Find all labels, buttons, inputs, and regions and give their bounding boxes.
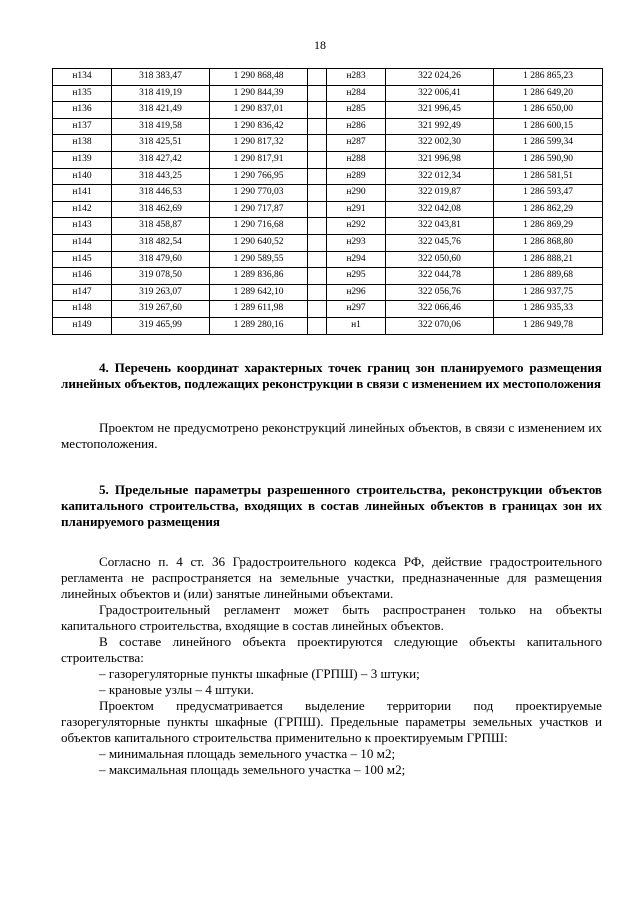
point-id-cell: н286 (327, 118, 386, 135)
coord-x-cell: 322 042,08 (386, 201, 494, 218)
section-5-paragraph: В составе линейного объекта проектируются следующие объекты капитального строительства: (61, 634, 602, 665)
table-row (53, 317, 603, 334)
table-row (53, 102, 603, 119)
coord-x-cell: 322 050,60 (386, 251, 494, 268)
table-row (53, 251, 603, 268)
coord-x-cell: 318 462,69 (112, 201, 210, 218)
point-id-cell: н1 (327, 317, 386, 334)
coord-x-cell: 321 992,49 (386, 118, 494, 135)
section-5-heading: 5. Предельные параметры разрешенного строительства, реконструкции объектов капитального строительства, входящих в состав линейных объектов в границах зон их планируемого размещения (61, 482, 602, 529)
separator-cell (308, 168, 327, 185)
coord-y-cell: 1 290 836,42 (210, 118, 308, 135)
separator-cell (308, 102, 327, 119)
coord-y-cell: 1 290 716,68 (210, 218, 308, 235)
coord-x-cell: 318 421,49 (112, 102, 210, 119)
point-id-cell: н143 (53, 218, 112, 235)
coord-y-cell: 1 286 593,47 (494, 185, 603, 202)
point-id-cell: н145 (53, 251, 112, 268)
point-id-cell: н293 (327, 234, 386, 251)
table-row (53, 284, 603, 301)
point-id-cell: н140 (53, 168, 112, 185)
coord-x-cell: 318 383,47 (112, 69, 210, 86)
coord-y-cell: 1 290 837,01 (210, 102, 308, 119)
table-row (53, 218, 603, 235)
coord-y-cell: 1 286 599,34 (494, 135, 603, 152)
point-id-cell: н134 (53, 69, 112, 86)
separator-cell (308, 301, 327, 318)
table-row (53, 168, 603, 185)
coord-x-cell: 319 078,50 (112, 268, 210, 285)
point-id-cell: н291 (327, 201, 386, 218)
section-5-paragraph: Согласно п. 4 ст. 36 Градостроительного кодекса РФ, действие градостроительного регламента не распространяется на земельные участки, предназначенные для размещения линейных объектов и (или) занятые линейными объектами. (61, 554, 602, 601)
point-id-cell: н135 (53, 85, 112, 102)
separator-cell (308, 317, 327, 334)
coord-y-cell: 1 289 611,98 (210, 301, 308, 318)
coord-y-cell: 1 286 649,20 (494, 85, 603, 102)
separator-cell (308, 251, 327, 268)
point-id-cell: н295 (327, 268, 386, 285)
table-row (53, 185, 603, 202)
coord-y-cell: 1 290 817,91 (210, 151, 308, 168)
coord-y-cell: 1 286 937,75 (494, 284, 603, 301)
coord-y-cell: 1 290 817,32 (210, 135, 308, 152)
separator-cell (308, 118, 327, 135)
coord-x-cell: 321 996,45 (386, 102, 494, 119)
coord-y-cell: 1 290 640,52 (210, 234, 308, 251)
coord-x-cell: 322 006,41 (386, 85, 494, 102)
point-id-cell: н290 (327, 185, 386, 202)
coord-y-cell: 1 290 589,55 (210, 251, 308, 268)
coord-y-cell: 1 286 889,68 (494, 268, 603, 285)
coord-x-cell: 318 443,25 (112, 168, 210, 185)
table-row (53, 268, 603, 285)
coord-x-cell: 322 070,06 (386, 317, 494, 334)
separator-cell (308, 268, 327, 285)
point-id-cell: н148 (53, 301, 112, 318)
list-item: – крановые узлы – 4 штуки. (99, 682, 254, 697)
coord-x-cell: 318 419,58 (112, 118, 210, 135)
separator-cell (308, 201, 327, 218)
coord-x-cell: 322 019,87 (386, 185, 494, 202)
section-5-paragraph: Градостроительный регламент может быть распространен только на объекты капитального строительства, входящие в состав линейных объектов. (61, 602, 602, 633)
separator-cell (308, 69, 327, 86)
coord-x-cell: 322 012,34 (386, 168, 494, 185)
coord-y-cell: 1 286 888,21 (494, 251, 603, 268)
separator-cell (308, 234, 327, 251)
point-id-cell: н294 (327, 251, 386, 268)
point-id-cell: н296 (327, 284, 386, 301)
separator-cell (308, 185, 327, 202)
coord-x-cell: 318 425,51 (112, 135, 210, 152)
coord-y-cell: 1 290 844,39 (210, 85, 308, 102)
point-id-cell: н142 (53, 201, 112, 218)
coord-y-cell: 1 289 642,10 (210, 284, 308, 301)
point-id-cell: н288 (327, 151, 386, 168)
coord-y-cell: 1 290 770,03 (210, 185, 308, 202)
coord-y-cell: 1 289 280,16 (210, 317, 308, 334)
section-5-paragraph: Проектом предусматривается выделение территории под проектируемые газорегуляторные пункты шкафные (ГРПШ). Предельные параметры земельных участков и объектов капитального строительства применительно к проектируемым ГРПШ: (61, 698, 602, 745)
section-4-heading: 4. Перечень координат характерных точек границ зон планируемого размещения линейных объектов, подлежащих реконструкции в связи с изменением их местоположения (61, 360, 602, 391)
table-row (53, 85, 603, 102)
table-row (53, 69, 603, 86)
coord-y-cell: 1 286 600,15 (494, 118, 603, 135)
separator-cell (308, 218, 327, 235)
coord-y-cell: 1 286 869,29 (494, 218, 603, 235)
coord-y-cell: 1 286 949,78 (494, 317, 603, 334)
coord-y-cell: 1 286 865,23 (494, 69, 603, 86)
coord-y-cell: 1 286 868,80 (494, 234, 603, 251)
point-id-cell: н136 (53, 102, 112, 119)
list-item: – газорегуляторные пункты шкафные (ГРПШ) – 3 штуки; (99, 666, 420, 681)
document-body (61, 360, 602, 778)
coordinates-table (52, 68, 603, 335)
coord-x-cell: 318 427,42 (112, 151, 210, 168)
table-row (53, 234, 603, 251)
coord-x-cell: 318 482,54 (112, 234, 210, 251)
point-id-cell: н144 (53, 234, 112, 251)
coord-x-cell: 322 044,78 (386, 268, 494, 285)
table-row (53, 151, 603, 168)
point-id-cell: н292 (327, 218, 386, 235)
table-row (53, 118, 603, 135)
list-item: – максимальная площадь земельного участка – 100 м2; (99, 762, 406, 777)
table-row (53, 135, 603, 152)
coord-x-cell: 319 267,60 (112, 301, 210, 318)
point-id-cell: н139 (53, 151, 112, 168)
table-row (53, 201, 603, 218)
coord-x-cell: 322 024,26 (386, 69, 494, 86)
coord-x-cell: 318 419,19 (112, 85, 210, 102)
separator-cell (308, 85, 327, 102)
coord-x-cell: 318 458,87 (112, 218, 210, 235)
point-id-cell: н149 (53, 317, 112, 334)
point-id-cell: н141 (53, 185, 112, 202)
point-id-cell: н285 (327, 102, 386, 119)
coord-y-cell: 1 286 590,90 (494, 151, 603, 168)
coord-y-cell: 1 286 935,33 (494, 301, 603, 318)
point-id-cell: н287 (327, 135, 386, 152)
coord-x-cell: 318 479,60 (112, 251, 210, 268)
section-4-text: Проектом не предусмотрено реконструкций линейных объектов, в связи с изменением их местоположения. (61, 420, 602, 451)
coord-y-cell: 1 289 836,86 (210, 268, 308, 285)
coord-y-cell: 1 286 581,51 (494, 168, 603, 185)
coord-x-cell: 321 996,98 (386, 151, 494, 168)
coord-x-cell: 322 066,46 (386, 301, 494, 318)
point-id-cell: н289 (327, 168, 386, 185)
coord-y-cell: 1 286 862,29 (494, 201, 603, 218)
coord-y-cell: 1 290 717,87 (210, 201, 308, 218)
coord-x-cell: 322 045,76 (386, 234, 494, 251)
coord-y-cell: 1 290 766,95 (210, 168, 308, 185)
coord-x-cell: 322 056,76 (386, 284, 494, 301)
point-id-cell: н283 (327, 69, 386, 86)
coord-x-cell: 319 465,99 (112, 317, 210, 334)
point-id-cell: н297 (327, 301, 386, 318)
separator-cell (308, 284, 327, 301)
list-item: – минимальная площадь земельного участка – 10 м2; (99, 746, 396, 761)
point-id-cell: н146 (53, 268, 112, 285)
coord-y-cell: 1 290 868,48 (210, 69, 308, 86)
separator-cell (308, 151, 327, 168)
coord-x-cell: 322 002,30 (386, 135, 494, 152)
table-row (53, 301, 603, 318)
point-id-cell: н284 (327, 85, 386, 102)
separator-cell (308, 135, 327, 152)
coord-y-cell: 1 286 650,00 (494, 102, 603, 119)
point-id-cell: н137 (53, 118, 112, 135)
coord-x-cell: 322 043,81 (386, 218, 494, 235)
point-id-cell: н147 (53, 284, 112, 301)
point-id-cell: н138 (53, 135, 112, 152)
page-number: 18 (314, 38, 326, 52)
coord-x-cell: 319 263,07 (112, 284, 210, 301)
coord-x-cell: 318 446,53 (112, 185, 210, 202)
